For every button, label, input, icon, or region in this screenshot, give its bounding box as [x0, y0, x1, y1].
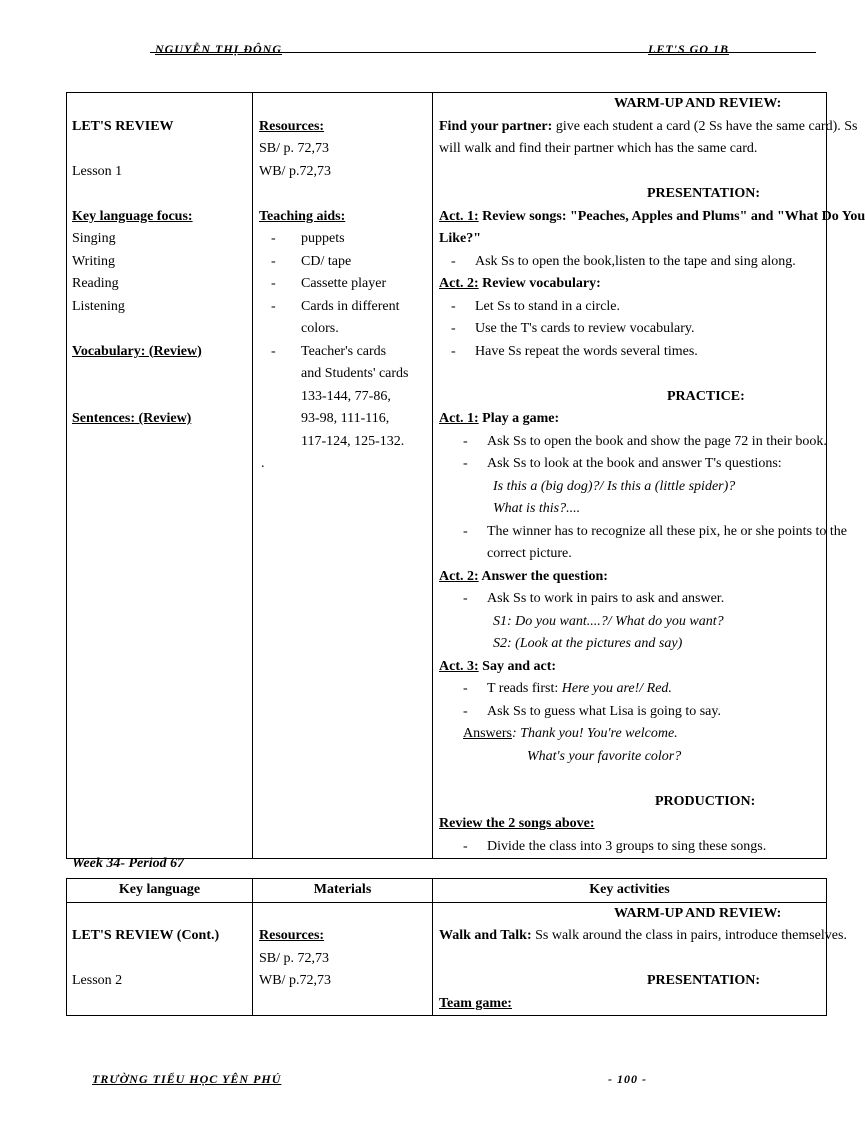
activity-step: - Ask Ss to open the book and show the page 72 in their book.	[439, 431, 826, 454]
aid-item-cont: and Students' cards	[301, 366, 409, 381]
act-label: Act. 3:	[439, 658, 479, 674]
key-language-cell	[67, 93, 253, 859]
act-title: Review songs: "Peaches, Apples and Plums" and "What Do You	[478, 208, 865, 224]
skill-item: Reading	[72, 276, 119, 291]
key-language-focus-label: Key language focus:	[72, 208, 193, 224]
practice-act-3	[439, 656, 826, 679]
lesson-number: Lesson 2	[72, 973, 123, 988]
act-title: Say and act:	[478, 658, 557, 674]
presentation-act-1	[439, 206, 865, 229]
activity-step: - Divide the class into 3 groups to sing these songs.	[439, 836, 826, 859]
footer-school: TRƯỜNG TIỂU HỌC YÊN PHÚ	[92, 1072, 282, 1086]
presentation-act-2	[439, 273, 826, 296]
act-title: Review vocabulary:	[478, 276, 601, 291]
warmup-heading: WARM-UP AND REVIEW:	[614, 905, 782, 921]
activity-step: - Use the T's cards to review vocabulary.	[439, 318, 826, 341]
dialogue-line: S1: Do you want....?/ What do you want?	[493, 613, 724, 629]
act-label: Act. 1:	[439, 208, 479, 224]
step-text: T reads first:	[487, 681, 562, 696]
activity-step: - Ask Ss to guess what Lisa is going to say.	[439, 701, 826, 724]
activity-step: - The winner has to recognize all these pix, he or she points to the	[439, 521, 826, 544]
answers-line-2: What's your favorite color?	[527, 748, 682, 764]
materials-cell	[253, 902, 433, 1016]
walk-talk-label: Walk and Talk:	[439, 928, 532, 943]
practice-act-1	[439, 408, 826, 431]
resource-item: WB/ p.72,73	[259, 973, 331, 988]
aid-item: - Teacher's cards	[259, 341, 432, 364]
warmup-line	[439, 116, 858, 139]
warmup-label: Find your partner:	[439, 118, 553, 134]
activity-step: - Ask Ss to look at the book and answer T's questions:	[439, 453, 826, 476]
activities-cell	[433, 902, 847, 1016]
column-header-key-activities: Key activities	[433, 879, 827, 903]
production-heading: PRODUCTION:	[655, 793, 756, 809]
teaching-aids-label: Teaching aids:	[259, 208, 346, 224]
production-label: Review the 2 songs above:	[439, 816, 595, 831]
lesson-plan-table-period-66	[66, 92, 865, 859]
act-label: Act. 2:	[439, 276, 479, 291]
answers-line	[439, 723, 826, 746]
activity-step: - Ask Ss to work in pairs to ask and answer.	[439, 588, 826, 611]
example-question: Is this a (big dog)?/ Is this a (little spider)?	[493, 478, 736, 494]
act-title: Answer the question:	[478, 568, 608, 584]
example-question: What is this?....	[493, 501, 581, 516]
practice-heading: PRACTICE:	[667, 388, 745, 404]
materials-cell	[253, 93, 433, 859]
presentation-heading: PRESENTATION:	[647, 973, 761, 988]
activity-step: - Have Ss repeat the words several times.	[439, 341, 826, 364]
presentation-heading: PRESENTATION:	[647, 186, 761, 201]
resources-label: Resources:	[259, 928, 325, 943]
answers-text: : Thank you! You're welcome.	[512, 726, 678, 741]
resource-item: WB/ p.72,73	[259, 163, 331, 179]
column-header-key-language: Key language	[67, 879, 253, 903]
resource-item: SB/ p. 72,73	[259, 141, 330, 156]
step-example: Here you are!/ Red.	[561, 681, 672, 696]
warmup-line-2: will walk and find their partner which has the same card.	[439, 141, 758, 156]
aid-item-cont: 93-98, 111-116,	[301, 411, 390, 426]
week-period-label: Week 34- Period 67	[72, 856, 185, 871]
warmup-line	[439, 925, 847, 948]
practice-act-2	[439, 566, 826, 589]
skill-item: Listening	[72, 298, 125, 314]
resource-item: SB/ p. 72,73	[259, 950, 330, 966]
aid-item: - Cassette player	[259, 273, 432, 296]
vocabulary-label: Vocabulary: (Review)	[72, 343, 202, 359]
key-language-cell	[67, 902, 253, 1016]
activity-step: - Let Ss to stand in a circle.	[439, 296, 826, 319]
skill-item: Singing	[72, 231, 116, 246]
lesson-title: LET'S REVIEW	[72, 118, 174, 134]
aid-item-cont: 133-144, 77-86,	[301, 388, 391, 404]
resources-label: Resources:	[259, 118, 325, 134]
activity-step: - Ask Ss to open the book,listen to the tape and sing along.	[439, 251, 826, 274]
activities-cell	[433, 93, 865, 859]
aid-item: - Cards in different	[259, 296, 432, 319]
walk-talk-text: Ss walk around the class in pairs, introduce themselves.	[531, 928, 847, 943]
header-teacher: NGUYỄN THỊ ĐÔNG	[155, 42, 282, 56]
activity-step-cont: correct picture.	[487, 546, 572, 561]
footer-page-number: - 100 -	[608, 1072, 647, 1086]
aid-item: - CD/ tape	[259, 251, 432, 274]
answers-label: Answers	[463, 726, 512, 741]
skill-item: Writing	[72, 253, 115, 269]
lesson-plan-table-period-67	[66, 878, 847, 1016]
stray-dot: .	[261, 456, 265, 471]
header-book: LET'S GO 1B	[648, 42, 730, 56]
aid-item-cont: colors.	[301, 321, 339, 336]
aid-item-cont: 117-124, 125-132.	[301, 433, 405, 449]
lesson-number: Lesson 1	[72, 163, 123, 179]
activity-step	[439, 678, 826, 701]
warmup-text: give each student a card (2 Ss have the same card). Ss	[552, 118, 858, 134]
sentences-label: Sentences: (Review)	[72, 411, 192, 426]
lesson-title: LET'S REVIEW (Cont.)	[72, 928, 220, 943]
act-title: Play a game:	[478, 411, 560, 426]
act-label: Act. 2:	[439, 568, 479, 584]
header-rule	[150, 52, 816, 53]
team-game-label: Team game:	[439, 995, 512, 1011]
column-header-materials: Materials	[253, 879, 433, 903]
aid-item: - puppets	[259, 228, 432, 251]
act-label: Act. 1:	[439, 411, 479, 426]
warmup-heading: WARM-UP AND REVIEW:	[614, 96, 782, 111]
dialogue-line: S2: (Look at the pictures and say)	[493, 636, 683, 651]
presentation-act-1-cont: Like?"	[439, 231, 481, 246]
